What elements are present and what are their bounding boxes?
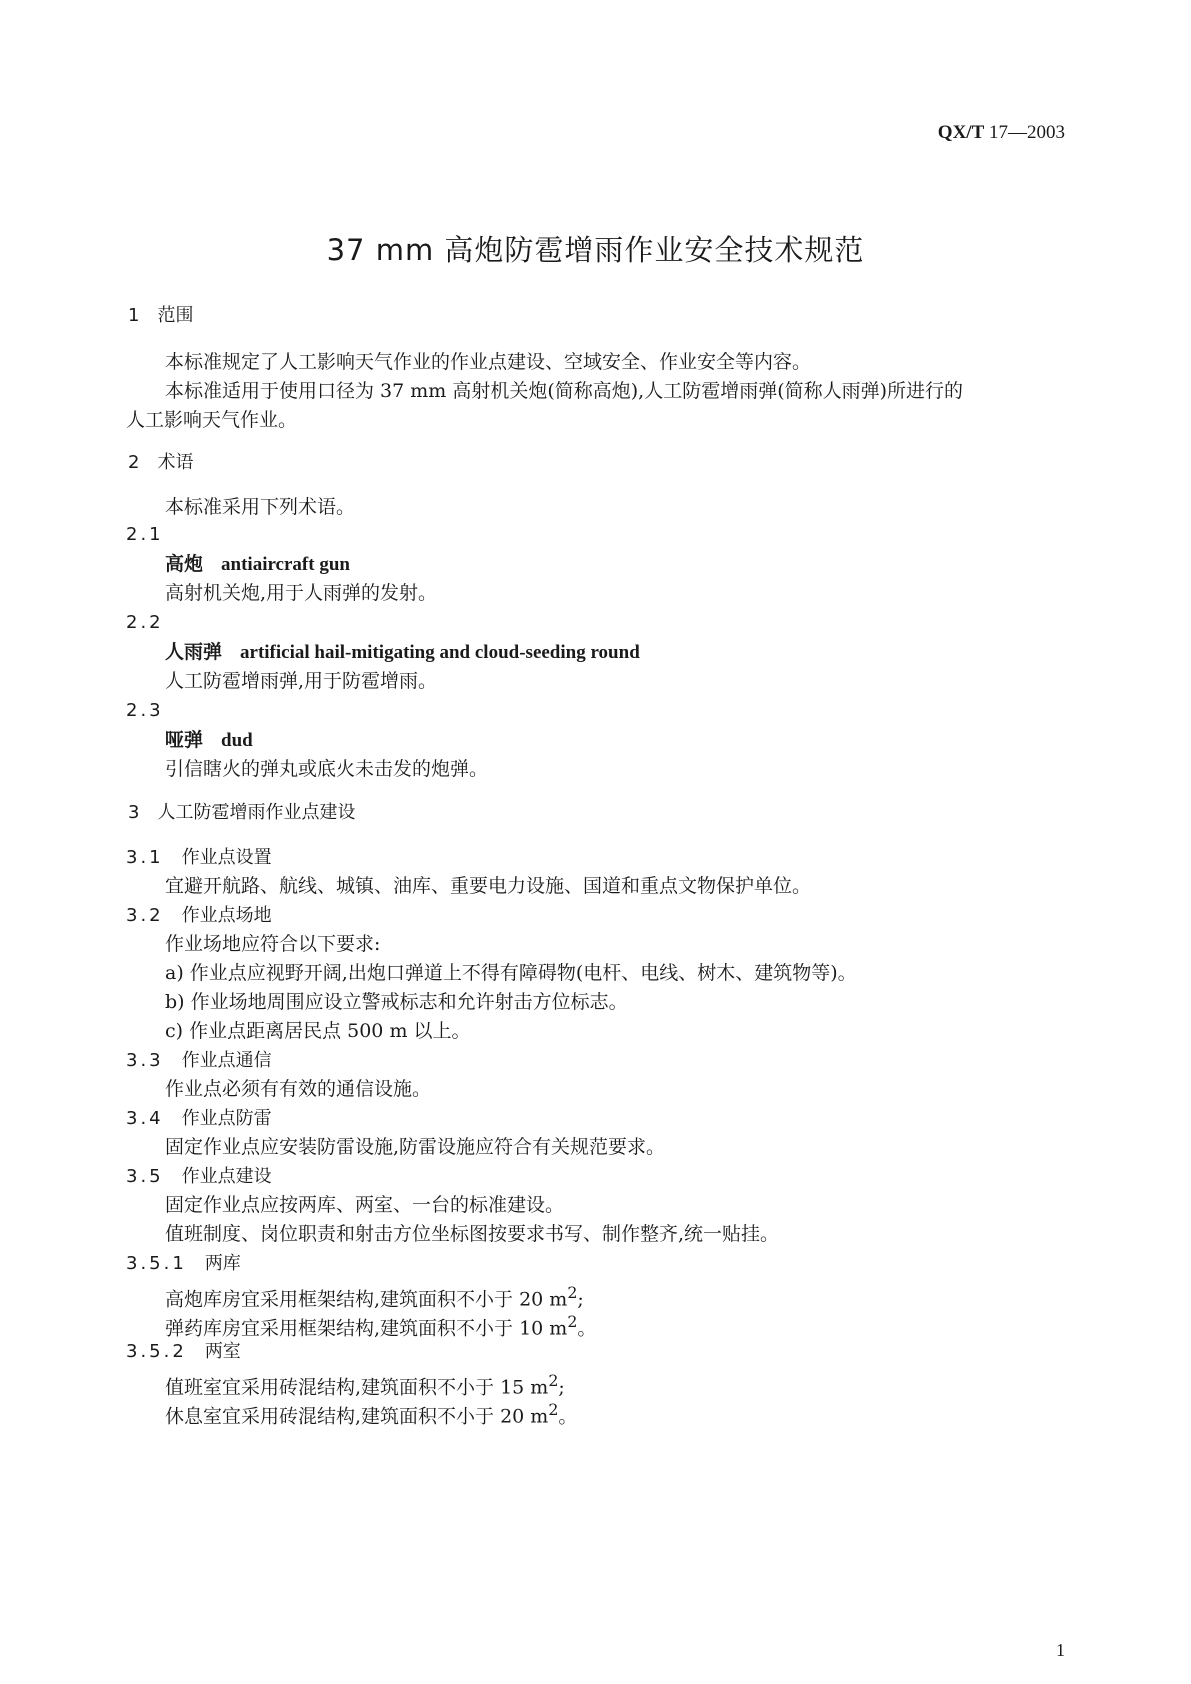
clause-3-2-item-c: c) 作业点距离居民点 500 m 以上。 <box>165 1020 471 1042</box>
section-1-paragraph-2-cont: 人工影响天气作业。 <box>126 409 298 431</box>
clause-3-5-2-heading: 3.5.2 两室 <box>126 1341 241 1362</box>
term-2-2-definition: 人工防雹增雨弹,用于防雹增雨。 <box>165 670 438 692</box>
section-1-heading: 1 范围 <box>128 305 194 326</box>
clause-3-5-text-2: 值班制度、岗位职责和射击方位坐标图按要求书写、制作整齐,统一贴挂。 <box>165 1223 780 1245</box>
clause-3-2-heading: 3.2 作业点场地 <box>126 905 272 926</box>
clause-3-5-2-text-2: 休息室宜采用砖混结构,建筑面积不小于 20 $m^2$。 <box>165 1400 578 1428</box>
clause-3-5-text-1: 固定作业点应按两库、两室、一台的标准建设。 <box>165 1194 565 1216</box>
term-2-2-number: 2.2 <box>126 612 164 633</box>
section-2-heading: 2 术语 <box>128 452 194 473</box>
clause-3-2-text: 作业场地应符合以下要求: <box>165 933 381 955</box>
clause-3-1-text: 宜避开航路、航线、城镇、油库、重要电力设施、国道和重点文物保护单位。 <box>165 875 812 897</box>
standard-code: QX/T 17—2003 <box>937 122 1065 143</box>
clause-3-5-1-heading: 3.5.1 两库 <box>126 1253 241 1274</box>
clause-3-5-heading: 3.5 作业点建设 <box>126 1166 272 1187</box>
term-2-1-definition: 高射机关炮,用于人雨弹的发射。 <box>165 582 438 604</box>
clause-3-4-text: 固定作业点应安装防雷设施,防雷设施应符合有关规范要求。 <box>165 1136 666 1158</box>
page-number: 1 <box>1056 1640 1065 1660</box>
document-title: 37 mm 高炮防雹增雨作业安全技术规范 <box>326 233 865 267</box>
clause-3-5-2-text-1: 值班室宜采用砖混结构,建筑面积不小于 15 $m^2$; <box>165 1371 565 1399</box>
clause-3-3-heading: 3.3 作业点通信 <box>126 1050 272 1071</box>
section-2-intro: 本标准采用下列术语。 <box>165 496 356 518</box>
clause-3-5-1-text-2: 弹药库房宜采用框架结构,建筑面积不小于 10 $m^2$。 <box>165 1312 597 1340</box>
clause-3-1-heading: 3.1 作业点设置 <box>126 847 272 868</box>
clause-3-4-heading: 3.4 作业点防雷 <box>126 1108 272 1129</box>
section-3-heading: 3 人工防雹增雨作业点建设 <box>128 802 356 823</box>
section-1-paragraph-2: 本标准适用于使用口径为 37 mm 高射机关炮(简称高炮),人工防雹增雨弹(简称人雨弹)所进行的 <box>165 380 964 402</box>
clause-3-5-1-text-1: 高炮库房宜采用框架结构,建筑面积不小于 20 $m^2$; <box>165 1283 584 1311</box>
term-2-2-title: 人雨弹 artificial hail-mitigating and cloud-seeding round <box>165 641 640 663</box>
term-2-3-number: 2.3 <box>126 700 164 721</box>
clause-3-2-item-a: a) 作业点应视野开阔,出炮口弹道上不得有障碍物(电杆、电线、树木、建筑物等)。 <box>165 962 857 984</box>
term-2-1-title: 高炮 antiaircraft gun <box>165 553 350 575</box>
term-2-3-title: 哑弹 dud <box>165 729 253 751</box>
section-1-paragraph-1: 本标准规定了人工影响天气作业的作业点建设、空域安全、作业安全等内容。 <box>165 351 812 373</box>
clause-3-2-item-b: b) 作业场地周围应设立警戒标志和允许射击方位标志。 <box>165 991 628 1013</box>
term-2-3-definition: 引信瞎火的弹丸或底火未击发的炮弹。 <box>165 758 489 780</box>
term-2-1-number: 2.1 <box>126 524 164 545</box>
clause-3-3-text: 作业点必须有有效的通信设施。 <box>165 1078 432 1100</box>
